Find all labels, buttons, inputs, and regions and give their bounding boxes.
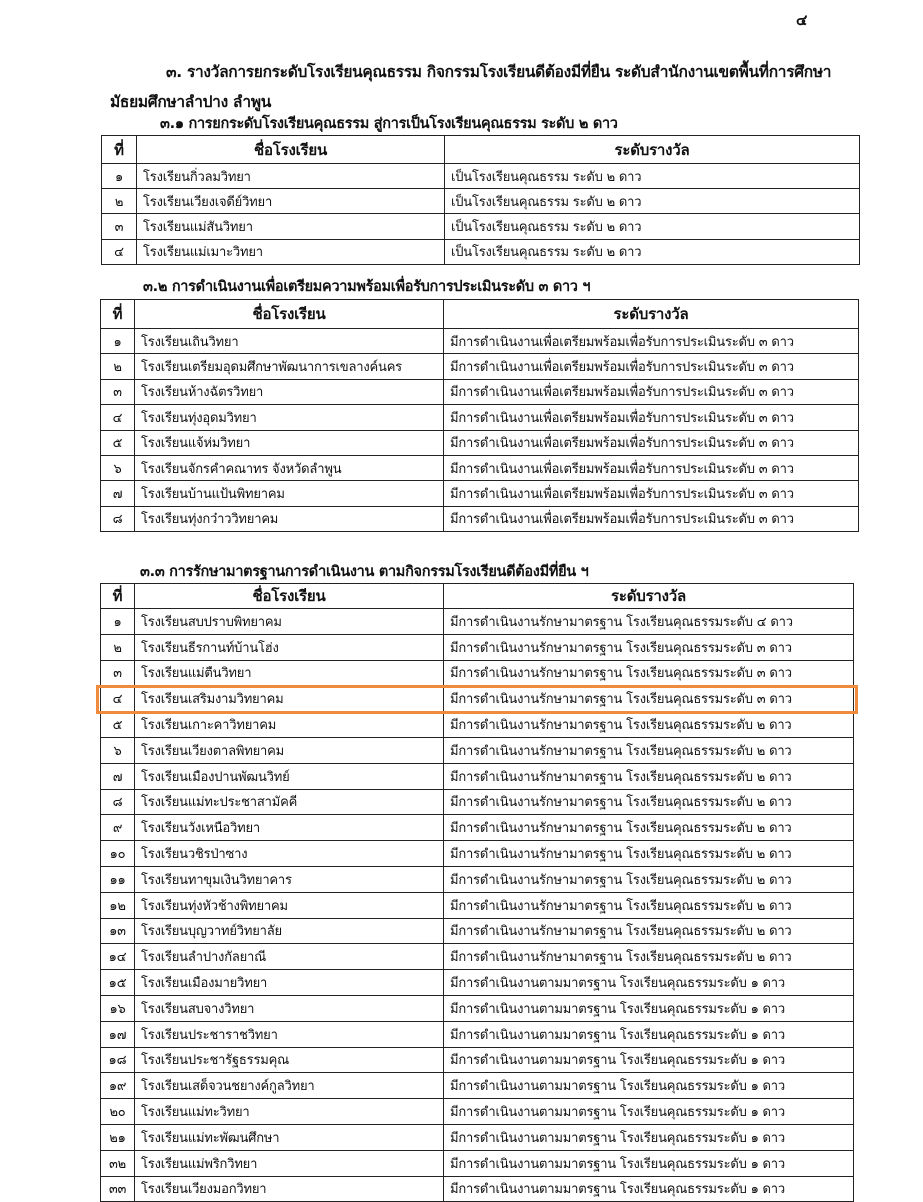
award-level: มีการดำเนินงานเพื่อเตรียมพร้อมเพื่อรับการประเมินระดับ ๓ ดาว — [444, 455, 859, 480]
table-row — [101, 1150, 854, 1176]
header-no: ที่ — [101, 584, 135, 609]
school-name: โรงเรียนเวียงตาลพิทยาคม — [135, 737, 444, 763]
award-level: มีการดำเนินงานรักษามาตรฐาน โรงเรียนคุณธรรมระดับ ๒ ดาว — [444, 763, 854, 789]
table-row — [101, 506, 859, 531]
header-level: ระดับรางวัล — [444, 584, 854, 609]
school-name: โรงเรียนบ้านแป้นพิทยาคม — [135, 481, 444, 506]
award-table-3-3 — [100, 583, 854, 1202]
row-number: ๖ — [101, 455, 135, 480]
table-row — [102, 239, 860, 264]
award-level: เป็นโรงเรียนคุณธรรม ระดับ ๒ ดาว — [445, 214, 860, 239]
award-level: มีการดำเนินงานตามมาตรฐาน โรงเรียนคุณธรรมระดับ ๑ ดาว — [444, 1176, 854, 1202]
award-level: มีการดำเนินงานรักษามาตรฐาน โรงเรียนคุณธรรมระดับ ๒ ดาว — [444, 892, 854, 918]
row-number: ๒๐ — [101, 1099, 135, 1125]
school-name: โรงเรียนแม่ตืนวิทยา — [135, 660, 444, 686]
header-level: ระดับรางวัล — [445, 136, 860, 164]
school-name: โรงเรียนจักรคำคณาทร จังหวัดลำพูน — [135, 455, 444, 480]
table-row — [102, 214, 860, 239]
table-row — [101, 1176, 854, 1202]
row-number: ๑๘ — [101, 1047, 135, 1073]
table-row — [101, 866, 854, 892]
award-level: มีการดำเนินงานตามมาตรฐาน โรงเรียนคุณธรรมระดับ ๑ ดาว — [444, 1021, 854, 1047]
table-row — [102, 164, 860, 189]
school-name: โรงเรียนแม่ทะพัฒนศึกษา — [135, 1124, 444, 1150]
row-number: ๓๒ — [101, 1150, 135, 1176]
award-level: มีการดำเนินงานรักษามาตรฐาน โรงเรียนคุณธรรมระดับ ๒ ดาว — [444, 918, 854, 944]
award-table-3-1 — [101, 135, 860, 265]
award-level: เป็นโรงเรียนคุณธรรม ระดับ ๒ ดาว — [445, 239, 860, 264]
table-row — [101, 1073, 854, 1099]
school-name: โรงเรียนเสด็จวนชยางค์กูลวิทยา — [135, 1073, 444, 1099]
row-number: ๓ — [101, 660, 135, 686]
table-row — [101, 1099, 854, 1125]
school-name: โรงเรียนแม่สันวิทยา — [137, 214, 445, 239]
row-number: ๑ — [101, 329, 135, 354]
award-level: มีการดำเนินงานเพื่อเตรียมพร้อมเพื่อรับการประเมินระดับ ๓ ดาว — [444, 481, 859, 506]
award-level: เป็นโรงเรียนคุณธรรม ระดับ ๒ ดาว — [445, 164, 860, 189]
row-number: ๔ — [102, 239, 137, 264]
school-name: โรงเรียนเกาะคาวิทยาคม — [135, 712, 444, 738]
award-level: มีการดำเนินงานตามมาตรฐาน โรงเรียนคุณธรรมระดับ ๑ ดาว — [444, 1073, 854, 1099]
row-number: ๑๙ — [101, 1073, 135, 1099]
table-row — [101, 712, 854, 738]
award-level: มีการดำเนินงานรักษามาตรฐาน โรงเรียนคุณธรรมระดับ ๓ ดาว — [444, 660, 854, 686]
row-number: ๙ — [101, 815, 135, 841]
table-row — [101, 609, 854, 635]
award-level: มีการดำเนินงานรักษามาตรฐาน โรงเรียนคุณธรรมระดับ ๓ ดาว — [444, 634, 854, 660]
row-number: ๑๐ — [101, 841, 135, 867]
school-name: โรงเรียนประชาราชวิทยา — [135, 1021, 444, 1047]
school-name: โรงเรียนลำปางกัลยาณี — [135, 944, 444, 970]
row-number: ๓ — [102, 214, 137, 239]
row-number: ๖ — [101, 737, 135, 763]
header-no: ที่ — [101, 300, 135, 329]
award-level: มีการดำเนินงานรักษามาตรฐาน โรงเรียนคุณธรรมระดับ ๒ ดาว — [444, 866, 854, 892]
school-name: โรงเรียนบุญวาทย์วิทยาลัย — [135, 918, 444, 944]
main-heading: ๓. รางวัลการยกระดับโรงเรียนคุณธรรม กิจกรรมโรงเรียนดีต้องมีที่ยืน ระดับสำนักงานเขตพื้นที่การศึกษามัธยมศึกษาลำปาง ลำพูน — [110, 63, 832, 111]
school-name: โรงเรียนสบจางวิทยา — [135, 995, 444, 1021]
award-level: มีการดำเนินงานรักษามาตรฐาน โรงเรียนคุณธรรมระดับ ๒ ดาว — [444, 815, 854, 841]
school-name: โรงเรียนธีรกานท์บ้านโฮ่ง — [135, 634, 444, 660]
table-row — [101, 1021, 854, 1047]
table-row — [101, 737, 854, 763]
school-name: โรงเรียนทุ่งหัวช้างพิทยาคม — [135, 892, 444, 918]
row-number: ๒ — [102, 189, 137, 214]
school-name: โรงเรียนเตรียมอุดมศึกษาพัฒนาการเขลางค์นคร — [135, 354, 444, 379]
award-level: มีการดำเนินงานเพื่อเตรียมพร้อมเพื่อรับการประเมินระดับ ๓ ดาว — [444, 506, 859, 531]
header-no: ที่ — [102, 136, 137, 164]
table-row — [101, 815, 854, 841]
award-level: มีการดำเนินงานรักษามาตรฐาน โรงเรียนคุณธรรมระดับ ๒ ดาว — [444, 841, 854, 867]
table-row — [101, 841, 854, 867]
table-body — [102, 164, 860, 265]
table-row — [101, 892, 854, 918]
row-number: ๑๑ — [101, 866, 135, 892]
school-name: โรงเรียนประชารัฐธรรมคุณ — [135, 1047, 444, 1073]
row-number: ๑๓ — [101, 918, 135, 944]
header-name: ชื่อโรงเรียน — [137, 136, 445, 164]
row-number: ๔ — [101, 405, 135, 430]
row-number: ๗ — [101, 763, 135, 789]
school-name: โรงเรียนห้างฉัตรวิทยา — [135, 379, 444, 404]
school-name: โรงเรียนแม่พริกวิทยา — [135, 1150, 444, 1176]
table-header-row — [102, 136, 860, 164]
table-row — [101, 379, 859, 404]
table-row — [102, 189, 860, 214]
award-level: มีการดำเนินงานรักษามาตรฐาน โรงเรียนคุณธรรมระดับ ๓ ดาว — [444, 686, 854, 712]
table-row — [101, 789, 854, 815]
row-number: ๑๗ — [101, 1021, 135, 1047]
table-row — [101, 405, 859, 430]
row-number: ๑ — [101, 609, 135, 635]
row-number: ๔ — [101, 686, 135, 712]
table-row — [101, 763, 854, 789]
school-name: โรงเรียนแม่ทะประชาสามัคคี — [135, 789, 444, 815]
award-level: มีการดำเนินงานเพื่อเตรียมพร้อมเพื่อรับการประเมินระดับ ๓ ดาว — [444, 379, 859, 404]
school-name: โรงเรียนวังเหนือวิทยา — [135, 815, 444, 841]
award-level: มีการดำเนินงานเพื่อเตรียมพร้อมเพื่อรับการประเมินระดับ ๓ ดาว — [444, 405, 859, 430]
row-number: ๑๒ — [101, 892, 135, 918]
school-name: โรงเรียนเมืองมายวิทยา — [135, 970, 444, 996]
section-title-3-1: ๓.๑ การยกระดับโรงเรียนคุณธรรม สู่การเป็นโรงเรียนคุณธรรม ระดับ ๒ ดาว — [160, 116, 618, 132]
row-number: ๒๑ — [101, 1124, 135, 1150]
award-level: มีการดำเนินงานเพื่อเตรียมพร้อมเพื่อรับการประเมินระดับ ๓ ดาว — [444, 329, 859, 354]
table-header-row — [101, 300, 859, 329]
award-level: มีการดำเนินงานตามมาตรฐาน โรงเรียนคุณธรรมระดับ ๑ ดาว — [444, 1124, 854, 1150]
table-row — [101, 686, 854, 712]
row-number: ๒ — [101, 634, 135, 660]
row-number: ๕ — [101, 712, 135, 738]
row-number: ๑๖ — [101, 995, 135, 1021]
row-number: ๑ — [102, 164, 137, 189]
table-row — [101, 970, 854, 996]
table-row — [101, 1124, 854, 1150]
table-body — [101, 329, 859, 532]
row-number: ๑๔ — [101, 944, 135, 970]
row-number: ๗ — [101, 481, 135, 506]
row-number: ๓๓ — [101, 1176, 135, 1202]
award-level: มีการดำเนินงานรักษามาตรฐาน โรงเรียนคุณธรรมระดับ ๒ ดาว — [444, 712, 854, 738]
school-name: โรงเรียนเมืองปานพัฒนวิทย์ — [135, 763, 444, 789]
award-level: เป็นโรงเรียนคุณธรรม ระดับ ๒ ดาว — [445, 189, 860, 214]
award-level: มีการดำเนินงานตามมาตรฐาน โรงเรียนคุณธรรมระดับ ๑ ดาว — [444, 1047, 854, 1073]
award-level: มีการดำเนินงานเพื่อเตรียมพร้อมเพื่อรับการประเมินระดับ ๓ ดาว — [444, 354, 859, 379]
row-number: ๓ — [101, 379, 135, 404]
table-row — [101, 1047, 854, 1073]
header-level: ระดับรางวัล — [444, 300, 859, 329]
award-level: มีการดำเนินงานตามมาตรฐาน โรงเรียนคุณธรรมระดับ ๑ ดาว — [444, 1099, 854, 1125]
school-name: โรงเรียนเถินวิทยา — [135, 329, 444, 354]
table-row — [101, 634, 854, 660]
school-name: โรงเรียนแม่ทะวิทยา — [135, 1099, 444, 1125]
table-row — [101, 944, 854, 970]
school-name: โรงเรียนทุ่งกว๋าววิทยาคม — [135, 506, 444, 531]
award-level: มีการดำเนินงานรักษามาตรฐาน โรงเรียนคุณธรรมระดับ ๒ ดาว — [444, 737, 854, 763]
table-row — [101, 329, 859, 354]
section-title-3-3: ๓.๓ การรักษามาตรฐานการดำเนินงาน ตามกิจกรรมโรงเรียนดีต้องมีที่ยืน ฯ — [140, 564, 589, 580]
row-number: ๘ — [101, 789, 135, 815]
row-number: ๒ — [101, 354, 135, 379]
table-body — [101, 609, 854, 1202]
school-name: โรงเรียนเวียงเจดีย์วิทยา — [137, 189, 445, 214]
table-row — [101, 660, 854, 686]
school-name: โรงเรียนทุ่งอุดมวิทยา — [135, 405, 444, 430]
school-name: โรงเรียนเสริมงามวิทยาคม — [135, 686, 444, 712]
award-level: มีการดำเนินงานรักษามาตรฐาน โรงเรียนคุณธรรมระดับ ๔ ดาว — [444, 609, 854, 635]
school-name: โรงเรียนแม่เมาะวิทยา — [137, 239, 445, 264]
school-name: โรงเรียนสบปราบพิทยาคม — [135, 609, 444, 635]
table-header-row — [101, 584, 854, 609]
header-name: ชื่อโรงเรียน — [135, 584, 444, 609]
table-row — [101, 354, 859, 379]
school-name: โรงเรียนวชิรป่าซาง — [135, 841, 444, 867]
award-level: มีการดำเนินงานตามมาตรฐาน โรงเรียนคุณธรรมระดับ ๑ ดาว — [444, 970, 854, 996]
award-level: มีการดำเนินงานตามมาตรฐาน โรงเรียนคุณธรรมระดับ ๑ ดาว — [444, 995, 854, 1021]
section-title-3-2: ๓.๒ การดำเนินงานเพื่อเตรียมความพร้อมเพื่อรับการประเมินระดับ ๓ ดาว ฯ — [143, 279, 591, 295]
page-number: ๔ — [796, 11, 808, 29]
row-number: ๑๕ — [101, 970, 135, 996]
school-name: โรงเรียนเวียงมอกวิทยา — [135, 1176, 444, 1202]
award-table-3-2 — [100, 299, 859, 532]
table-row — [101, 455, 859, 480]
header-name: ชื่อโรงเรียน — [135, 300, 444, 329]
award-level: มีการดำเนินงานเพื่อเตรียมพร้อมเพื่อรับการประเมินระดับ ๓ ดาว — [444, 430, 859, 455]
award-level: มีการดำเนินงานรักษามาตรฐาน โรงเรียนคุณธรรมระดับ ๒ ดาว — [444, 944, 854, 970]
school-name: โรงเรียนกิ่วลมวิทยา — [137, 164, 445, 189]
row-number: ๘ — [101, 506, 135, 531]
row-number: ๕ — [101, 430, 135, 455]
award-level: มีการดำเนินงานรักษามาตรฐาน โรงเรียนคุณธรรมระดับ ๒ ดาว — [444, 789, 854, 815]
school-name: โรงเรียนแจ้ห่มวิทยา — [135, 430, 444, 455]
table-row — [101, 918, 854, 944]
table-row — [101, 481, 859, 506]
award-level: มีการดำเนินงานตามมาตรฐาน โรงเรียนคุณธรรมระดับ ๑ ดาว — [444, 1150, 854, 1176]
school-name: โรงเรียนทาขุมเงินวิทยาคาร — [135, 866, 444, 892]
table-row — [101, 995, 854, 1021]
table-row — [101, 430, 859, 455]
